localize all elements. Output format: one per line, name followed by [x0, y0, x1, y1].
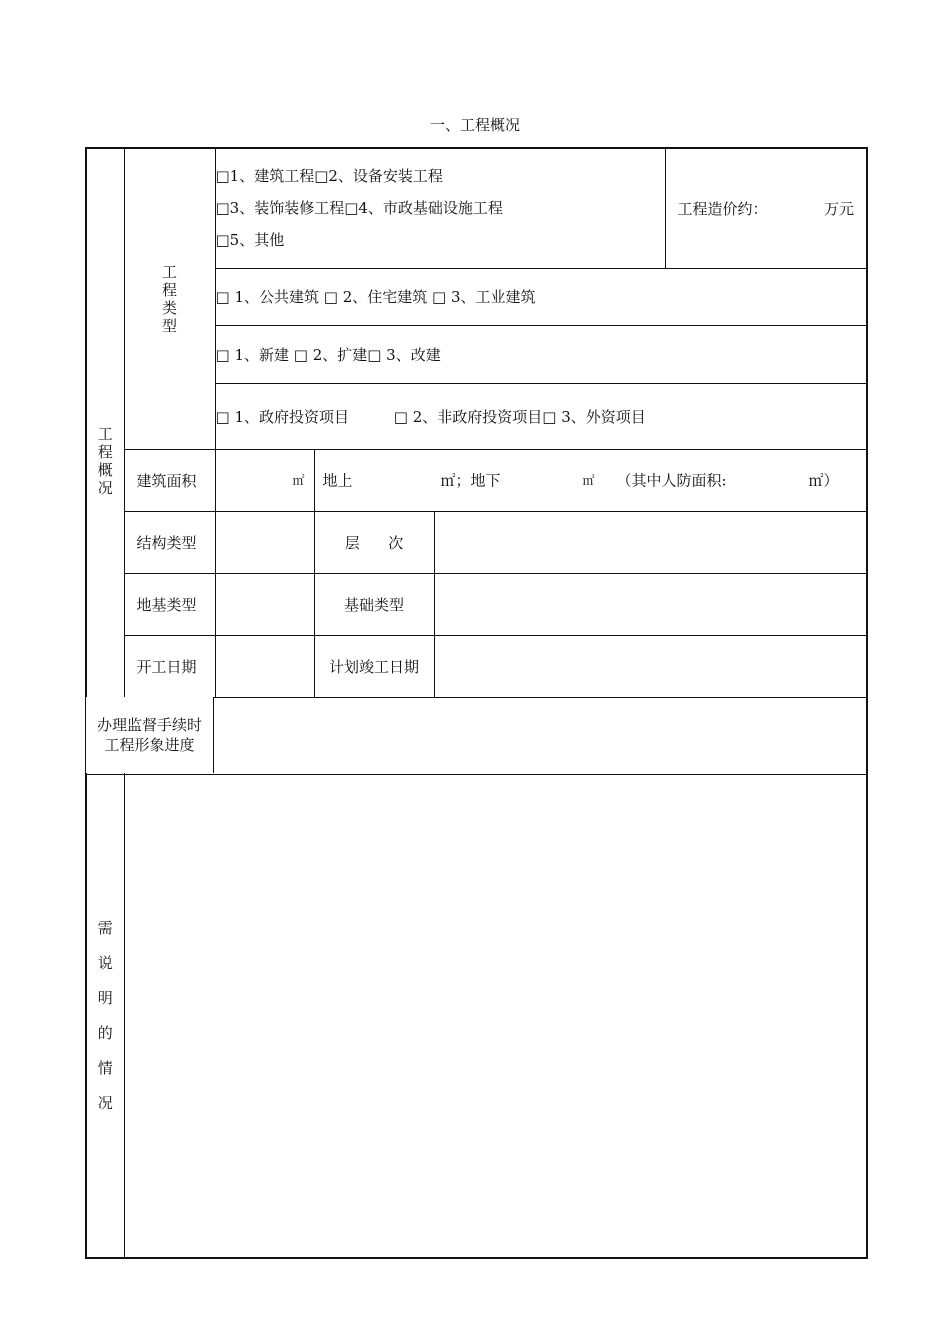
floors-field[interactable] — [434, 511, 867, 573]
foundation-type-label: 基础类型 — [314, 573, 434, 635]
planned-completion-field[interactable] — [434, 635, 867, 697]
floors-label: 层 次 — [314, 511, 434, 573]
start-date-label: 开工日期 — [124, 635, 215, 697]
planned-completion-label: 计划竣工日期 — [314, 635, 434, 697]
area-breakdown-field[interactable]: 地上 ㎡；地下 ㎡ （其中人防面积: ㎡） — [314, 449, 867, 511]
building-area-field[interactable]: ㎡ — [215, 449, 314, 511]
project-type-label: 工 程 类 型 — [124, 148, 215, 449]
structure-type-label: 结构类型 — [124, 511, 215, 573]
building-area-label: 建筑面积 — [124, 449, 215, 511]
construction-nature-options[interactable]: □ 1、新建 □ 2、扩建□ 3、改建 — [215, 325, 867, 383]
structure-type-field[interactable] — [215, 511, 314, 573]
form-title: 一、工程概况 — [429, 116, 520, 134]
progress-field[interactable] — [124, 697, 867, 774]
notes-label: 需 说 明 的 情 况 — [86, 774, 124, 1258]
notes-field[interactable] — [124, 774, 867, 1258]
foundation-soil-field[interactable] — [215, 573, 314, 635]
foundation-type-field[interactable] — [434, 573, 867, 635]
foundation-soil-label: 地基类型 — [124, 573, 215, 635]
section-overview-label: 工 程 概 况 — [86, 148, 124, 774]
project-category-options[interactable]: □1、建筑工程□2、设备安装工程 □3、装饰装修工程□4、市政基础设施工程 □5、其他 — [215, 148, 665, 268]
investment-type-options[interactable]: □ 1、政府投资项目 □ 2、非政府投资项目□ 3、外资项目 — [215, 383, 867, 449]
building-use-options[interactable]: □ 1、公共建筑 □ 2、住宅建筑 □ 3、工业建筑 — [215, 268, 867, 325]
project-cost-cell[interactable]: 工程造价约： 万元 — [665, 148, 867, 268]
start-date-field[interactable] — [215, 635, 314, 697]
progress-label: 办理监督手续时工程形象进度 — [86, 697, 214, 773]
